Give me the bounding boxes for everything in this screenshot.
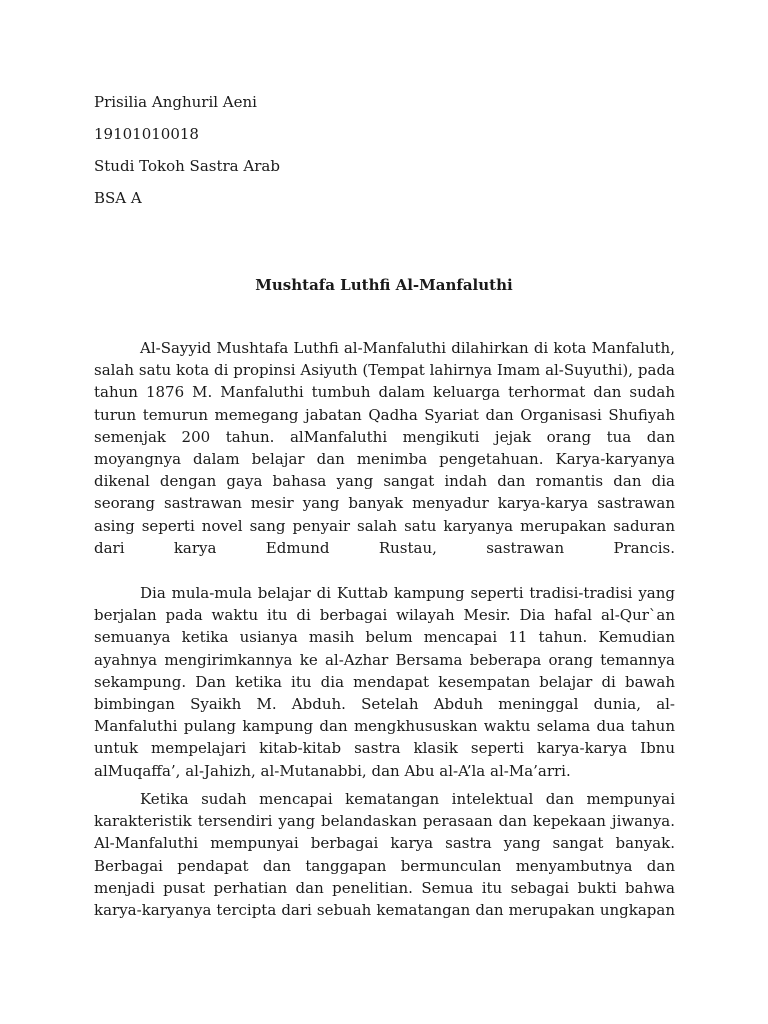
document-title: Mushtafa Luthfi Al-Manfaluthi bbox=[255, 276, 513, 294]
paragraph-3: Ketika sudah mencapai kematangan intelektual dan mempunyai karakteristik tersendiri yang belandaskan perasaan dan kepekaan jiwanya. Al-Manfaluthi mempunyai berbagai karya sastra yang sangat banyak. Berbagai pendapat dan tanggapan bermunculan menyambutnya dan menjadi pusat perhatian dan penelitian. Semua itu sebagai bukti bahwa karya-karyanya tercipta dari sebuah kematangan dan merupakan ungkapan bbox=[94, 790, 675, 920]
course-name: Studi Tokoh Sastra Arab bbox=[94, 157, 280, 175]
class-name: BSA A bbox=[94, 189, 142, 207]
student-id: 19101010018 bbox=[94, 125, 199, 143]
paragraph-2: Dia mula-mula belajar di Kuttab kampung seperti tradisi-tradisi yang berjalan pada waktu itu di berbagai wilayah Mesir. Dia hafal al-Qur`an semuanya ketika usianya masih belum mencapai 11 tahun. Kemudian ayahnya mengirimkannya ke al-Azhar Bersama beberapa orang temannya sekampung. Dan ketika itu dia mendapat kesempatan belajar di bawah bimbingan Syaikh M. Abduh. Setelah Abduh meninggal dunia, al-Manfaluthi pulang kampung dan mengkhususkan waktu selama dua tahun untuk mempelajari kitab-kitab sastra klasik seperti karya-karya Ibnu alMuqaffa’, al-Jahizh, al-Mutanabbi, dan Abu al-A’la al-Ma’arri. bbox=[94, 584, 675, 780]
paragraph-1: Al-Sayyid Mushtafa Luthfi al-Manfaluthi dilahirkan di kota Manfaluth, salah satu kota di propinsi Asiyuth (Tempat lahirnya Imam al-Suyuthi), pada tahun 1876 M. Manfaluthi tumbuh dalam keluarga terhormat dan sudah turun temurun memegang jabatan Qadha Syariat dan Organisasi Shufiyah semenjak 200 tahun. alManfaluthi mengikuti jejak orang tua dan moyangnya dalam belajar dan menimba pengetahuan. Karya-karyanya dikenal dengan gaya bahasa yang sangat indah dan romantis dan dia seorang sastrawan mesir yang banyak menyadur karya-karya sastrawan asing seperti novel sang penyair salah satu karyanya merupakan saduran dari karya Edmund Rustau, sastrawan Prancis. bbox=[94, 339, 675, 557]
author-header bbox=[94, 86, 280, 214]
author-name: Prisilia Anghuril Aeni bbox=[94, 93, 257, 111]
